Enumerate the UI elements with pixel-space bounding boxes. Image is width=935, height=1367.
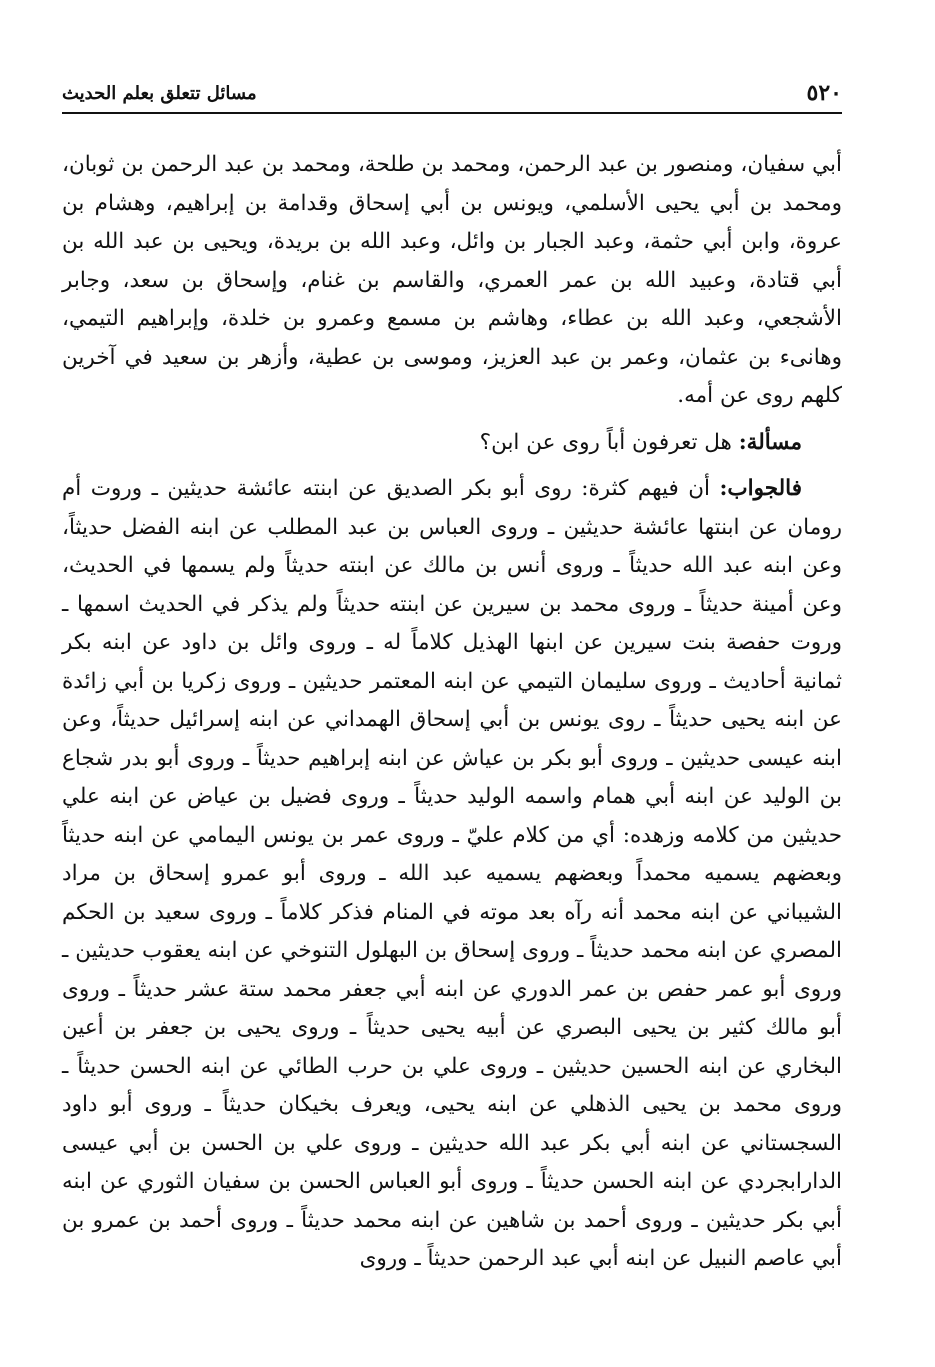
answer-text: أن فيهم كثرة: روى أبو بكر الصديق عن ابنته عائشة حديثين ـ وروت أم رومان عن ابنتها عائشة حديثين ـ وروى العباس بن عبد المطلب عن ابنه الفضل حديثاً، وعن ابنه عبد الله حديثاً ـ وروى أنس بن مالك عن ابنته حديثاً ولم يسمها في الحديث، وعن أمينة حديثاً ـ وروى محمد بن سيرين عن ابنته حديثاً ولم يذكر في الحديث اسمها ـ وروت حفصة بنت سيرين عن ابنها الهذيل كلاماً له ـ وروى وائل بن داود عن ابنه بكر ثمانية أحاديث ـ وروى سليمان التيمي عن ابنه المعتمر حديثين ـ وروى زكريا بن أبي زائدة عن ابنه يحيى حديثاً ـ روى يونس بن أبي إسحاق الهمداني عن ابنه إسرائيل حديثاً، وعن ابنه عيسى حديثين ـ وروى أبو بكر بن عياش عن ابنه إبراهيم حديثاً ـ وروى أبو بدر شجاع بن الوليد عن ابنه أبي همام واسمه الوليد حديثاً ـ وروى فضيل بن عياض عن ابنه علي حديثين من كلامه وزهده: أي من كلام عليّ ـ وروى عمر بن يونس اليمامي عن ابنه حديثاً وبعضهم يسميه محمداً وبعضهم يسميه عبد الله ـ وروى أبو عمرو إسحاق بن مراد الشيباني عن ابنه محمد أنه رآه بعد موته في المنام فذكر كلاماً ـ وروى سعيد بن الحكم المصري عن ابنه محمد حديثاً ـ وروى إسحاق بن البهلول التنوخي عن ابنه يعقوب حديثين ـ وروى أبو عمر حفص بن عمر الدوري عن ابنه أبي جعفر محمد ستة عشر حديثاً ـ وروى أبو مالك كثير بن يحيى البصري عن أبيه يحيى حديثاً ـ وروى يحيى بن جعفر بن أعين البخاري عن ابنه الحسين حديثين ـ وروى علي بن حرب الطائي عن ابنه الحسن حديثاً ـ وروى محمد بن يحيى الذهلي عن ابنه يحيى، ويعرف بخيكان حديثاً ـ وروى أبو داود السجستاني عن ابنه أبي بكر عبد الله حديثين ـ وروى علي بن الحسن بن أبي عيسى الدارابجردي عن ابنه الحسن حديثاً ـ وروى أبو العباس الحسن بن سفيان الثوري عن ابنه أبي بكر حديثين ـ وروى أحمد بن شاهين عن ابنه محمد حديثاً ـ وروى أحمد بن عمرو بن أبي عاصم النبيل عن ابنه أبي عبد الرحمن حديثاً ـ وروى: [62, 476, 842, 1271]
intro-paragraph: أبي سفيان، ومنصور بن عبد الرحمن، ومحمد بن طلحة، ومحمد بن عبد الرحمن بن ثوبان، ومحمد بن أبي يحيى الأسلمي، ويونس بن أبي إسحاق وقدامة بن إبراهيم، وهشام بن عروة، وابن أبي حثمة، وعبد الجبار بن وائل، وعبد الله بن بريدة، ويحيى بن عبد الله بن أبي قتادة، وعبيد الله بن عمر العمري، والقاسم بن غنام، وإسحاق بن سعد، وجابر الأشجعي، وعبد الله بن عطاء، وهاشم بن مسمع وعمرو بن خلدة، وإبراهيم التيمي، وهانىء بن عثمان، وعمر بن عبد العزيز، وموسى بن عطية، وأزهر بن سعيد في آخرين كلهم روى عن أمه.: [62, 152, 842, 408]
page-header: [62, 78, 842, 114]
answer-label: فالجواب:: [719, 476, 802, 501]
answer-paragraph: [62, 470, 842, 1279]
question-text: هل تعرفون أباً روى عن ابن؟: [479, 429, 732, 455]
question-paragraph: [62, 424, 842, 463]
page-body: [62, 146, 842, 1279]
question-label: مسألة:: [738, 429, 802, 455]
running-title: مسائل تتعلق بعلم الحديث: [62, 80, 267, 108]
page-number: ٥٢٠: [797, 78, 842, 108]
